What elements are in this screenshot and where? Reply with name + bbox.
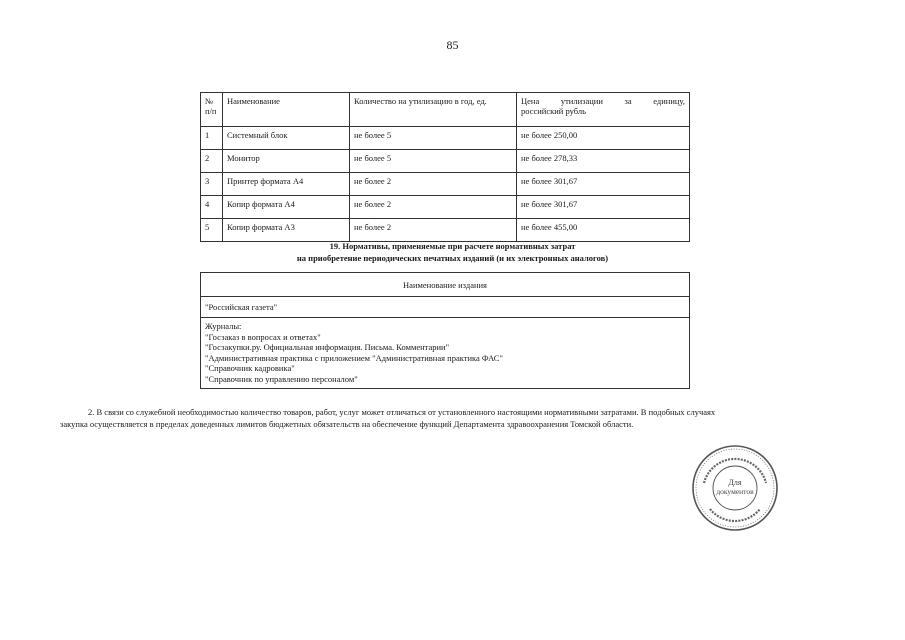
journal-item: "Госзакупки.ру. Официальная информация. Письма. Комментарии" xyxy=(205,342,450,352)
row-quantity: не более 5 xyxy=(350,150,517,173)
note-paragraph xyxy=(60,406,830,430)
periodicals-table xyxy=(200,272,690,389)
row-price: не более 301,67 xyxy=(517,173,690,196)
table-header-row xyxy=(201,93,690,127)
row-name: Копир формата А3 xyxy=(223,219,350,242)
header-price-line1 xyxy=(521,96,685,106)
header-price-word: единицу, xyxy=(653,96,685,106)
row-quantity: не более 2 xyxy=(350,219,517,242)
note-line1: 2. В связи со служебной необходимостью количество товаров, работ, услуг может отличаться от установленного настоящими нормативными затратами. В подобных случаях xyxy=(88,407,716,417)
table-row xyxy=(201,219,690,242)
row-quantity: не более 5 xyxy=(350,127,517,150)
header-price-word: Цена xyxy=(521,96,540,106)
row-name: Монитор xyxy=(223,150,350,173)
section-19-title-line1: 19. Нормативы, применяемые при расчете нормативных затрат xyxy=(329,241,576,251)
table-row xyxy=(201,196,690,219)
row-number: 1 xyxy=(201,127,223,150)
row-name: Копир формата А4 xyxy=(223,196,350,219)
page-number: 85 xyxy=(446,38,459,52)
stamp-center-line1: Для xyxy=(728,478,742,487)
header-price-word: за xyxy=(624,96,632,106)
row-quantity: не более 2 xyxy=(350,173,517,196)
journal-item: "Справочник по управлению персоналом" xyxy=(205,373,358,384)
journals-label: Журналы: xyxy=(205,321,242,331)
row-number: 3 xyxy=(201,173,223,196)
header-number: № п/п xyxy=(201,93,223,127)
header-price-line2: российский рубль xyxy=(521,106,586,116)
section-19-title-line2: на приобретение периодических печатных изданий (и их электронных аналогов) xyxy=(296,253,609,263)
table-row xyxy=(201,127,690,150)
row-price: не более 455,00 xyxy=(517,219,690,242)
row-price: не более 278,33 xyxy=(517,150,690,173)
recycling-cost-table xyxy=(200,92,690,242)
journal-item: "Административная практика с приложением "Административная практика ФАС" xyxy=(205,352,503,363)
journal-item: "Справочник кадровика" xyxy=(205,363,295,373)
row-number: 2 xyxy=(201,150,223,173)
header-price xyxy=(517,93,690,127)
row-number: 5 xyxy=(201,219,223,242)
header-name: Наименование xyxy=(223,93,350,127)
periodicals-header: Наименование издания xyxy=(201,273,690,297)
row-quantity: не более 2 xyxy=(350,196,517,219)
stamp-center-line2: документов xyxy=(716,487,754,496)
row-name: Принтер формата А4 xyxy=(223,173,350,196)
note-line2: закупка осуществляется в пределах доведенных лимитов бюджетных обязательств на обеспечение функций Департамента здравоохранения Томской области. xyxy=(60,419,634,429)
row-number: 4 xyxy=(201,196,223,219)
table-row xyxy=(201,150,690,173)
journals-cell xyxy=(201,318,690,389)
periodicals-header-row xyxy=(201,273,690,297)
table-row xyxy=(201,173,690,196)
header-price-word: утилизации xyxy=(560,96,603,106)
journal-item: "Госзаказ в вопросах и ответах" xyxy=(205,331,321,342)
header-quantity: Количество на утилизацию в год, ед. xyxy=(350,93,517,127)
newspaper-cell: "Российская газета" xyxy=(201,297,690,318)
table-row xyxy=(201,297,690,318)
table-row xyxy=(201,318,690,389)
row-name: Системный блок xyxy=(223,127,350,150)
row-price: не более 250,00 xyxy=(517,127,690,150)
document-stamp xyxy=(690,443,780,533)
row-price: не более 301,67 xyxy=(517,196,690,219)
section-19-title xyxy=(0,240,905,264)
